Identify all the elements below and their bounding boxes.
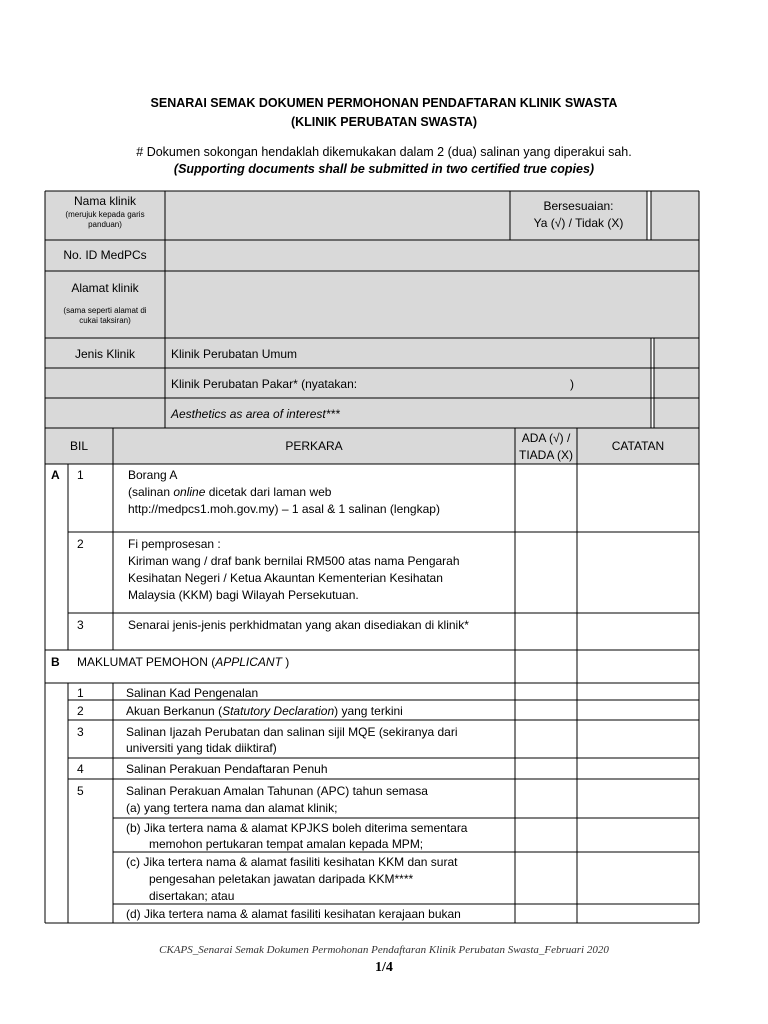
column-tiada: TIADA (X) [518, 448, 573, 462]
item-a2-number: 2 [77, 537, 84, 551]
item-b5-sub-c-line2: pengesahan peletakan jawatan daripada KKM**** [149, 872, 414, 886]
jenis-klinik-label: Jenis Klinik [74, 347, 136, 361]
item-b3-number: 3 [77, 725, 84, 739]
no-id-medpcs-label: No. ID MedPCs [63, 248, 147, 262]
section-a-letter: A [51, 468, 60, 482]
item-b5-sub-c-line1: (c) Jika tertera nama & alamat fasiliti kesihatan KKM dan surat [126, 855, 458, 869]
note-malay: # Dokumen sokongan hendaklah dikemukakan dalam 2 (dua) salinan yang diperakui sah. [136, 145, 632, 159]
column-catatan: CATATAN [611, 439, 665, 453]
item-b1-number: 1 [77, 686, 84, 700]
item-a2-line3: Kesihatan Negeri / Ketua Akauntan Kementerian Kesihatan [128, 571, 443, 585]
item-a1-line1: Borang A [128, 468, 178, 482]
item-a1-number: 1 [77, 468, 84, 482]
item-a3-text: Senarai jenis-jenis perkhidmatan yang akan disediakan di klinik* [128, 618, 469, 632]
jenis-option-aesthetics: Aesthetics as area of interest*** [171, 407, 340, 421]
nama-klinik-label: Nama klinik [73, 194, 136, 208]
item-b5-number: 5 [77, 784, 84, 798]
item-b5-sub-a: (a) yang tertera nama dan alamat klinik; [126, 801, 338, 815]
document-title: SENARAI SEMAK DOKUMEN PERMOHONAN PENDAFTARAN KLINIK SWASTA [150, 96, 618, 110]
item-b5-sub-b-line2: memohon pertukaran tempat amalan kepada MPM; [149, 837, 424, 851]
jenis-option-pakar-close: ) [570, 377, 574, 391]
alamat-klinik-note: (sama seperti alamat di cukai taksiran) [63, 306, 147, 325]
item-a2-line1: Fi pemprosesan : [128, 537, 221, 551]
column-bil: BIL [69, 439, 88, 453]
item-b2-number: 2 [77, 704, 84, 718]
alamat-klinik-label: Alamat klinik [71, 281, 139, 295]
item-b4-text: Salinan Perakuan Pendaftaran Penuh [126, 762, 328, 776]
item-b5-sub-d-line1: (d) Jika tertera nama & alamat fasiliti kesihatan kerajaan bukan [126, 907, 461, 921]
item-a2-line4: Malaysia (KKM) bagi Wilayah Persekutuan. [128, 588, 359, 602]
jenis-option-umum: Klinik Perubatan Umum [171, 347, 298, 361]
document-subtitle: (KLINIK PERUBATAN SWASTA) [290, 115, 478, 129]
item-a2-line2: Kiriman wang / draf bank bernilai RM500 atas nama Pengarah [128, 554, 460, 568]
footer-text: CKAPS_Senarai Semak Dokumen Permohonan Pendaftaran Klinik Perubatan Swasta_Februari 2020 [159, 944, 609, 956]
item-b3-line1: Salinan Ijazah Perubatan dan salinan sijil MQE (sekiranya dari [126, 725, 458, 739]
item-b5-line1: Salinan Perakuan Amalan Tahunan (APC) tahun semasa [126, 784, 428, 798]
item-a1-line2: (salinan online dicetak dari laman web [128, 485, 332, 499]
section-b-letter: B [51, 655, 60, 669]
note-english: (Supporting documents shall be submitted in two certified true copies) [173, 162, 595, 176]
section-b-heading: MAKLUMAT PEMOHON (APPLICANT ) [77, 655, 290, 669]
item-b5-sub-b-line1: (b) Jika tertera nama & alamat KPJKS boleh diterima sementara [126, 821, 468, 835]
item-b1-text: Salinan Kad Pengenalan [126, 686, 259, 700]
item-b5-sub-c-line3: disertakan; atau [149, 889, 235, 903]
page-number: 1/4 [375, 960, 393, 975]
item-a1-line3: http://medpcs1.moh.gov.my) – 1 asal & 1 salinan (lengkap) [128, 502, 440, 516]
item-b2-text: Akuan Berkanun (Statutory Declaration) yang terkini [126, 704, 403, 718]
item-b4-number: 4 [77, 762, 84, 776]
column-ada: ADA (√) / [521, 431, 571, 445]
bersesuaian-label: Bersesuaian: [543, 199, 614, 213]
jenis-option-pakar: Klinik Perubatan Pakar* (nyatakan: [171, 377, 358, 391]
nama-klinik-note: (merujuk kepada garis panduan) [65, 210, 145, 229]
item-a3-number: 3 [77, 618, 84, 632]
bersesuaian-options: Ya (√) / Tidak (X) [533, 216, 624, 230]
item-b3-line2: universiti yang tidak diiktiraf) [126, 741, 277, 755]
column-perkara: PERKARA [285, 439, 343, 453]
